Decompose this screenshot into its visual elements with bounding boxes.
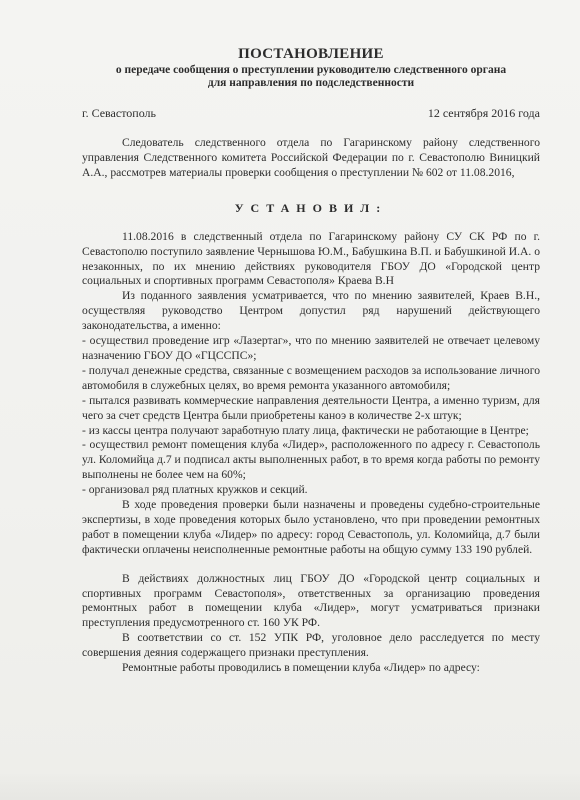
document-date: 12 сентября 2016 года bbox=[427, 106, 540, 120]
document-subtitle-line2: для направления по подследственности bbox=[207, 77, 415, 89]
document-subtitle-line1: о передаче сообщения о преступлении руководителю следственного органа bbox=[115, 64, 507, 76]
list-item: - из кассы центра получают заработную плату лица, фактически не работающие в Центре; bbox=[82, 423, 529, 437]
paragraph-1: 11.08.2016 в следственный отдела по Гагаринскому району СУ СК РФ по г. Севастополю поступило заявление Чернышова Ю.М., Бабушкина В.П. и Бабушкиной И.А. о незаконных, по их мнению действиях руководителя ГБОУ ДО «Городской центр социальных и спортивных программ Севастополя» Краева В.Н bbox=[82, 229, 540, 288]
list-item: - организовал ряд платных кружков и секций. bbox=[82, 483, 308, 497]
page-shadow bbox=[0, 770, 580, 800]
spacer bbox=[82, 558, 540, 572]
intro-paragraph: Следователь следственного отдела по Гагаринскому району следственного управления Следственного комитета Российской Федерации по г. Севастополю Виницкий А.А., рассмотрев материалы проверки сообщения о преступлении № 602 от 11.08.2016, bbox=[82, 136, 540, 179]
paragraph-4: В действиях должностных лиц ГБОУ ДО «Городской центр социальных и спортивных программ Севастополя», ответственных за организацию проведения ремонтных работ в помещении клуба «Лидер», могут усматриваться признаки преступления предусмотренного ст. 160 УК РФ. bbox=[82, 571, 540, 630]
list-item: - пытался развивать коммерческие направления деятельности Центра, а именно туризм, для чего за счет средств Центра были приобретены каноэ в количестве 2-х штук; bbox=[82, 393, 540, 422]
paragraph-6: Ремонтные работы проводились в помещении клуба «Лидер» по адресу: bbox=[122, 661, 480, 675]
document-title: ПОСТАНОВЛЕНИЕ bbox=[238, 46, 384, 62]
list-item: - осуществил ремонт помещения клуба «Лидер», расположенного по адресу г. Севастополь ул. Коломийца д.7 и подписал акты выполненных работ, в то время когда работы по ремонту выполнены не более чем на 60%; bbox=[82, 438, 540, 482]
place-date-row bbox=[82, 106, 540, 120]
ustanovil-heading: УСТАНОВИЛ: bbox=[234, 200, 388, 215]
paragraph-3: В ходе проведения проверки были назначены и проведены судебно-строительные экспертизы, в ходе проведения которых было установлено, что при проведении ремонтных работ в помещении клуба «Лидер» по адресу: город Севастополь, ул. Коломийца, д.7 были фактически оплачены неисполненные ремонтные работы на общую сумму 133 190 рублей. bbox=[82, 498, 540, 556]
document-place: г. Севастополь bbox=[82, 106, 157, 120]
list-item: - осуществил проведение игр «Лазертаг», что по мнению заявителей не отвечает целевому назначению ГБОУ ДО «ГЦССПС»; bbox=[82, 334, 540, 362]
paragraph-5: В соответствии со ст. 152 УПК РФ, уголовное дело расследуется по месту совершения деяния содержащего признаки преступления. bbox=[82, 631, 540, 660]
list-item: - получал денежные средства, связанные с возмещением расходов за использование личного автомобиля в служебных целях, во время ремонта указанного автомобиля; bbox=[82, 363, 540, 392]
paragraph-2: Из поданного заявления усматривается, что по мнению заявителей, Краев В.Н., осуществляя руководство Центром допустил ряд нарушений действующего законодательства, а именно: bbox=[82, 289, 540, 333]
